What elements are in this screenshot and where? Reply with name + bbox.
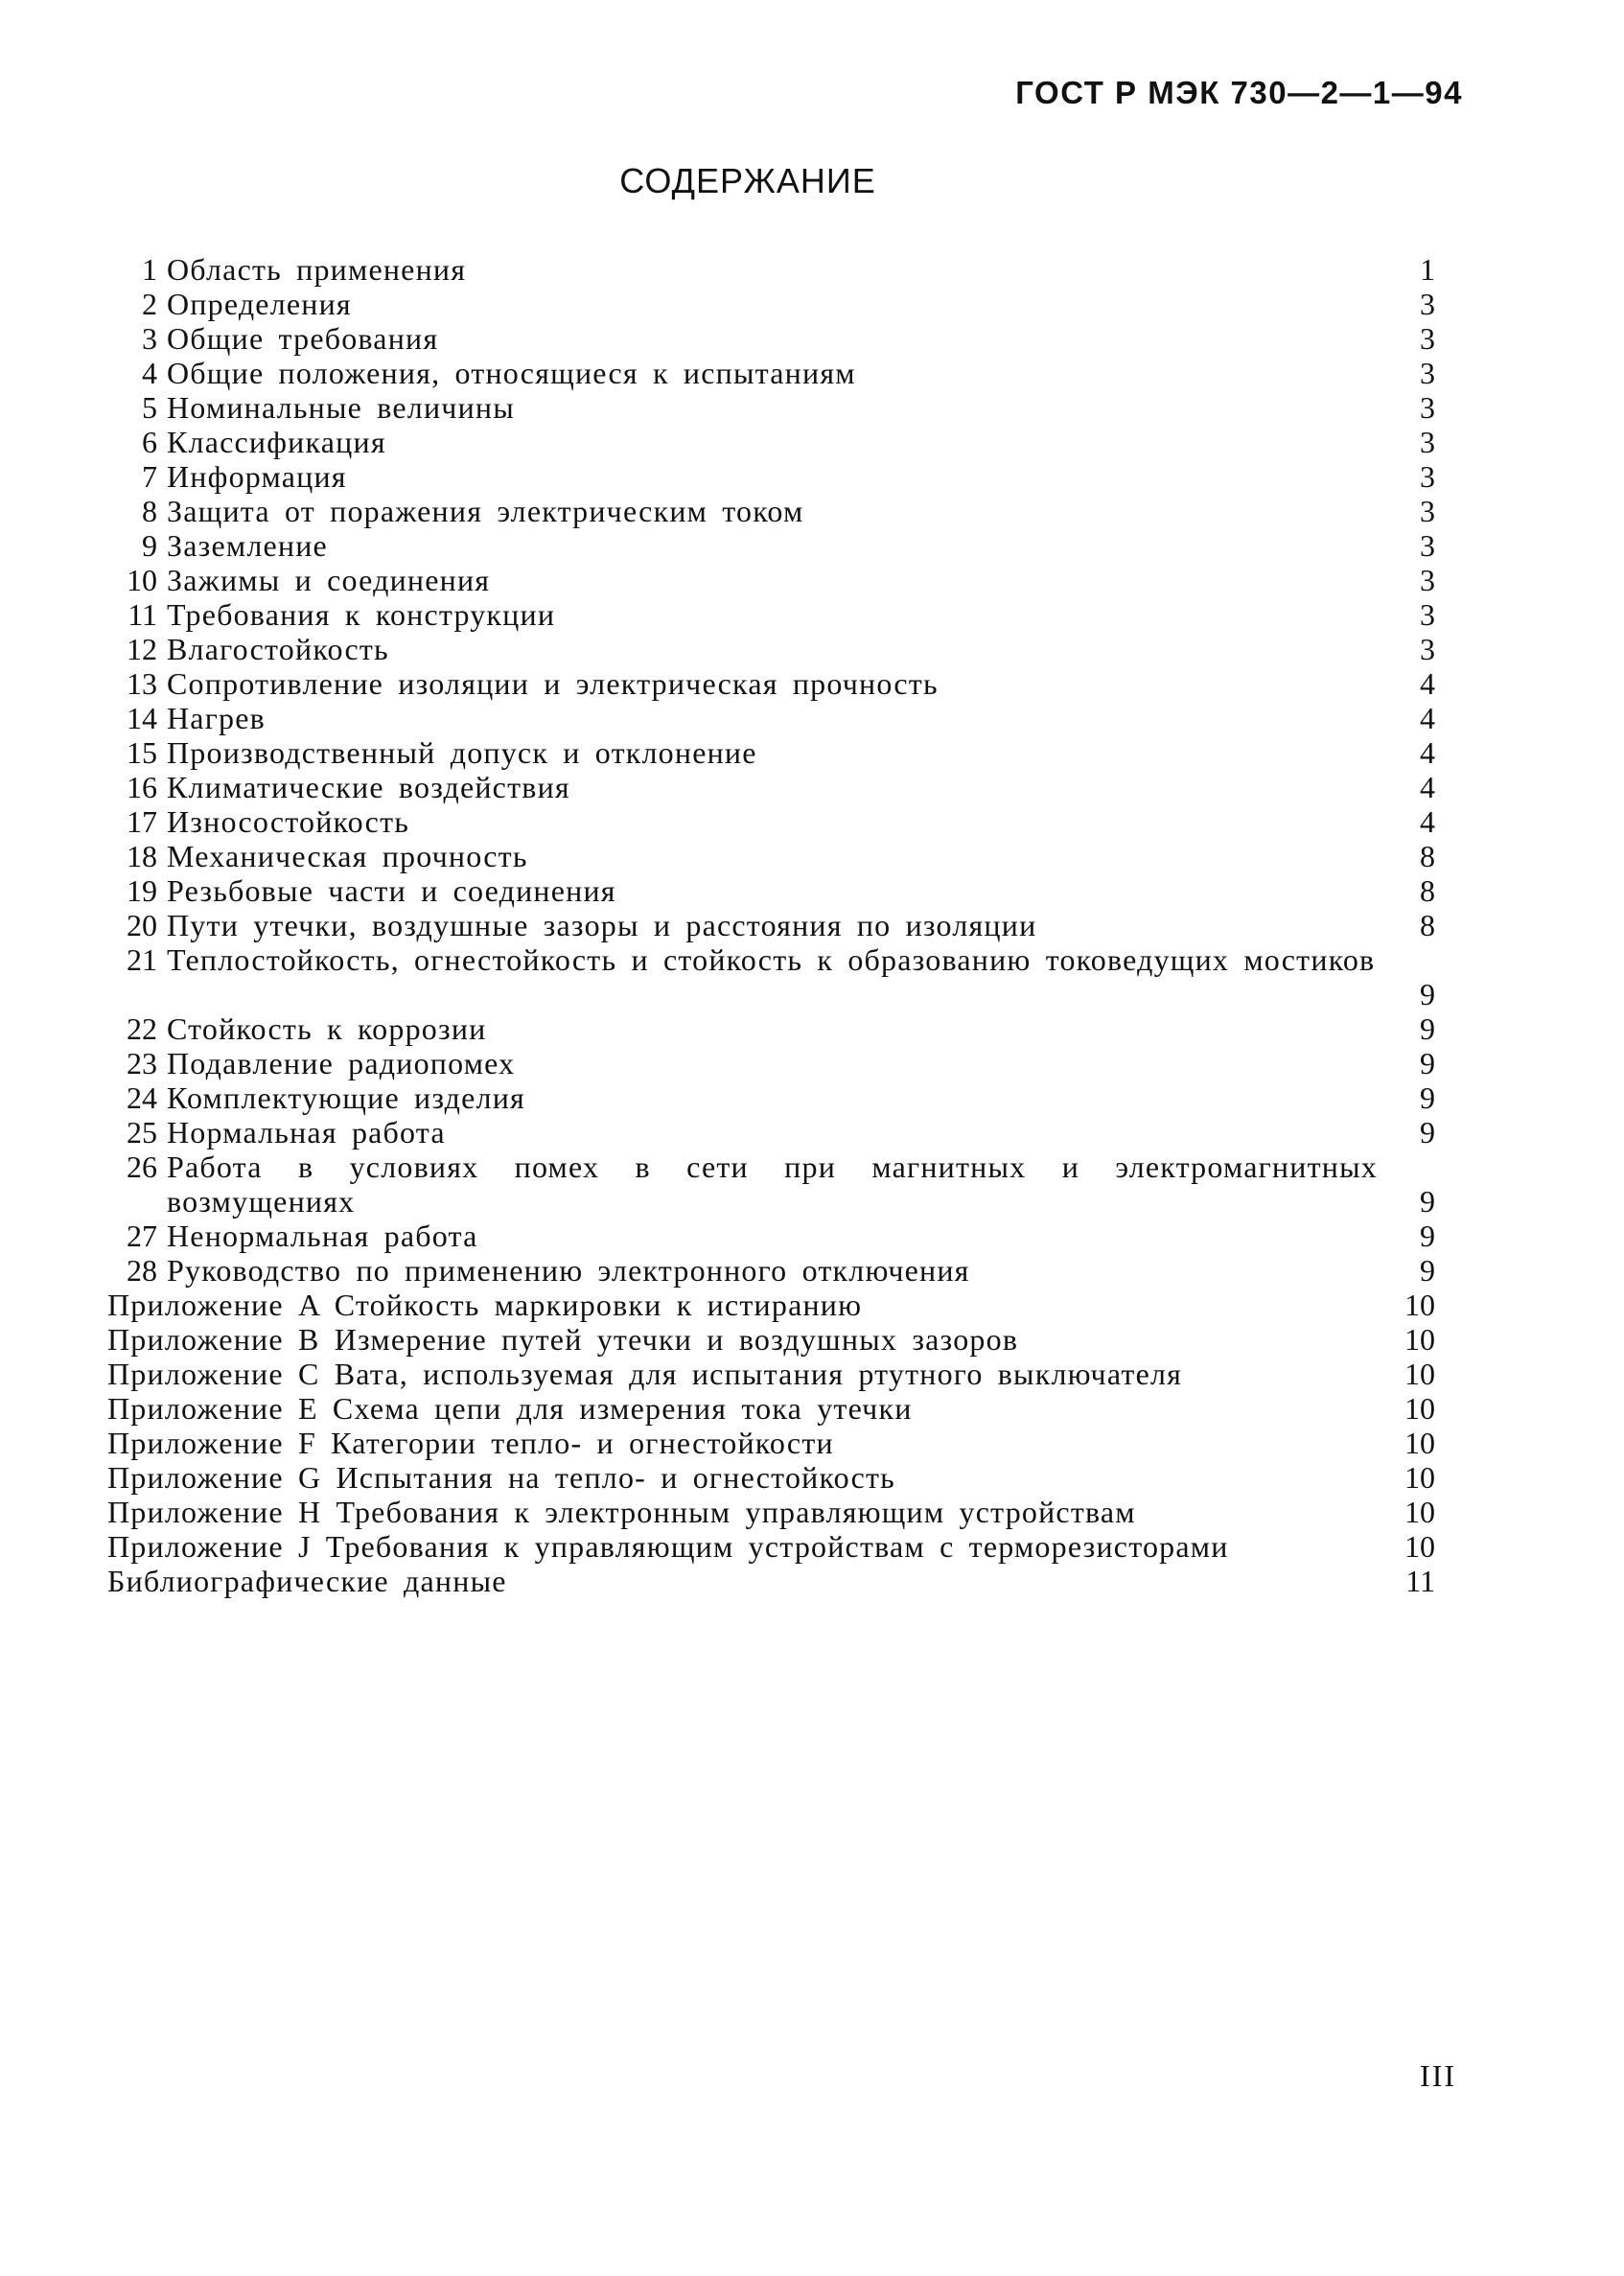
toc-entry-number: 22 bbox=[127, 1011, 157, 1046]
toc-entry-page: 10 bbox=[1404, 1322, 1435, 1357]
toc-entry-number: 20 bbox=[127, 908, 157, 942]
toc-entry-page: 9 bbox=[1420, 1219, 1435, 1253]
page-title: СОДЕРЖАНИЕ bbox=[619, 161, 876, 200]
toc-entry-page: 4 bbox=[1420, 770, 1435, 804]
toc-entry-number: 28 bbox=[127, 1253, 157, 1288]
toc-entry-page: 4 bbox=[1420, 701, 1435, 735]
toc-entry-page: 3 bbox=[1420, 459, 1435, 494]
toc-entry-title: Износостойкость bbox=[167, 804, 410, 839]
toc-entry-title: Приложение C Вата, используемая для испытания ртутного выключателя bbox=[107, 1357, 1183, 1391]
toc-entry-number: 27 bbox=[127, 1219, 157, 1253]
toc-entry-title: Заземление bbox=[167, 528, 328, 563]
toc-entry bbox=[107, 1288, 1435, 1322]
toc-entry bbox=[107, 1115, 1435, 1150]
toc-entry bbox=[107, 1460, 1435, 1495]
toc-entry bbox=[107, 873, 1435, 908]
toc-entry bbox=[107, 425, 1435, 459]
document-code: ГОСТ Р МЭК 730—2—1—94 bbox=[1015, 75, 1463, 110]
toc-entry-number: 1 bbox=[142, 252, 157, 287]
toc-entry-page: 11 bbox=[1405, 1564, 1435, 1598]
toc-entry bbox=[107, 321, 1435, 356]
toc-entry-title: Защита от поражения электрическим током bbox=[167, 494, 804, 528]
toc-entry-title: Механическая прочность bbox=[167, 839, 528, 873]
toc-entry bbox=[107, 1564, 1435, 1598]
toc-entry-title: Номинальные величины bbox=[167, 390, 515, 425]
toc-entry-page: 3 bbox=[1420, 494, 1435, 528]
toc-entry bbox=[107, 908, 1435, 942]
toc-entry-number: 19 bbox=[127, 873, 157, 908]
toc-entry-page: 4 bbox=[1420, 735, 1435, 770]
toc-entry-number: 11 bbox=[128, 597, 157, 632]
toc-entry-page: 3 bbox=[1420, 321, 1435, 356]
toc-entry bbox=[107, 735, 1435, 770]
toc-entry-number: 3 bbox=[142, 321, 157, 356]
table-of-contents bbox=[107, 252, 1435, 1598]
toc-entry bbox=[107, 287, 1435, 321]
toc-entry-title: Область применения bbox=[167, 252, 467, 287]
toc-entry-page: 8 bbox=[1420, 908, 1435, 942]
toc-entry bbox=[107, 1357, 1435, 1391]
toc-entry-number: 24 bbox=[127, 1080, 157, 1115]
toc-entry bbox=[107, 632, 1435, 666]
toc-entry-number: 16 bbox=[127, 770, 157, 804]
toc-entry-number: 17 bbox=[127, 804, 157, 839]
toc-entry-number: 2 bbox=[142, 287, 157, 321]
toc-entry-page: 10 bbox=[1404, 1529, 1435, 1564]
toc-entry-number: 5 bbox=[142, 390, 157, 425]
toc-entry-page: 9 bbox=[1420, 1184, 1435, 1219]
toc-entry bbox=[107, 1046, 1435, 1080]
page-number: III bbox=[1420, 2058, 1456, 2093]
toc-entry-title: Приложение B Измерение путей утечки и воздушных зазоров bbox=[107, 1322, 1019, 1357]
toc-entry-title: Классификация bbox=[167, 425, 386, 459]
toc-entry-title: Библиографические данные bbox=[107, 1564, 507, 1598]
toc-entry-page: 9 bbox=[1420, 1011, 1435, 1046]
toc-entry-page: 9 bbox=[1420, 977, 1435, 1011]
toc-entry-page: 3 bbox=[1420, 287, 1435, 321]
toc-entry bbox=[107, 1150, 1435, 1219]
toc-entry-number: 4 bbox=[142, 356, 157, 390]
toc-entry-title: Ненормальная работа bbox=[167, 1219, 478, 1253]
toc-entry-title: Общие требования bbox=[167, 321, 439, 356]
toc-entry-title: Приложение J Требования к управляющим устройствам с терморезисторами bbox=[107, 1529, 1229, 1564]
toc-entry-page: 9 bbox=[1420, 1046, 1435, 1080]
toc-entry bbox=[107, 1391, 1435, 1426]
toc-entry bbox=[107, 1219, 1435, 1253]
toc-entry-number: 13 bbox=[127, 666, 157, 701]
toc-entry-title: Стойкость к коррозии bbox=[167, 1011, 487, 1046]
toc-entry-title: Приложение F Категории тепло- и огнестойкости bbox=[107, 1426, 834, 1460]
toc-entry-number: 25 bbox=[127, 1115, 157, 1150]
toc-entry-page: 3 bbox=[1420, 528, 1435, 563]
toc-entry-page: 8 bbox=[1420, 839, 1435, 873]
toc-entry-page: 3 bbox=[1420, 632, 1435, 666]
toc-entry bbox=[107, 597, 1435, 632]
toc-entry-title: Комплектующие изделия bbox=[167, 1080, 525, 1115]
toc-entry bbox=[107, 666, 1435, 701]
toc-entry-number: 8 bbox=[142, 494, 157, 528]
toc-entry-page: 3 bbox=[1420, 425, 1435, 459]
toc-entry-page: 3 bbox=[1420, 356, 1435, 390]
toc-entry-title: Приложение A Стойкость маркировки к истиранию bbox=[107, 1288, 863, 1322]
toc-entry-title: Общие положения, относящиеся к испытаниям bbox=[167, 356, 856, 390]
toc-entry-page: 9 bbox=[1420, 1080, 1435, 1115]
toc-entry-page: 4 bbox=[1420, 804, 1435, 839]
toc-entry-page: 10 bbox=[1404, 1495, 1435, 1529]
toc-entry-number: 23 bbox=[127, 1046, 157, 1080]
toc-entry-title: Пути утечки, воздушные зазоры и расстояния по изоляции bbox=[167, 908, 1037, 942]
toc-entry-page: 3 bbox=[1420, 563, 1435, 597]
toc-entry-title: Работа в условиях помех в сети при магнитных и электромагнитных возмущениях bbox=[167, 1150, 1378, 1219]
toc-entry-page: 10 bbox=[1404, 1357, 1435, 1391]
toc-entry-number: 21 bbox=[127, 942, 157, 977]
toc-entry-page: 10 bbox=[1404, 1391, 1435, 1426]
toc-entry bbox=[107, 528, 1435, 563]
toc-entry-title: Определения bbox=[167, 287, 352, 321]
toc-entry-title: Информация bbox=[167, 459, 347, 494]
toc-entry-number: 14 bbox=[127, 701, 157, 735]
toc-entry bbox=[107, 494, 1435, 528]
toc-entry bbox=[107, 563, 1435, 597]
toc-entry-title: Требования к конструкции bbox=[167, 597, 556, 632]
toc-entry-page: 10 bbox=[1404, 1288, 1435, 1322]
toc-entry-title: Зажимы и соединения bbox=[167, 563, 491, 597]
toc-entry bbox=[107, 701, 1435, 735]
toc-entry bbox=[107, 770, 1435, 804]
toc-entry-title: Климатические воздействия bbox=[167, 770, 570, 804]
toc-entry bbox=[107, 1495, 1435, 1529]
toc-entry-page: 3 bbox=[1420, 390, 1435, 425]
toc-entry bbox=[107, 459, 1435, 494]
toc-entry-title: Руководство по применению электронного отключения bbox=[167, 1253, 970, 1288]
toc-entry-page: 3 bbox=[1420, 597, 1435, 632]
toc-entry bbox=[107, 252, 1435, 287]
toc-entry-title: Производственный допуск и отклонение bbox=[167, 735, 757, 770]
toc-entry-page: 4 bbox=[1420, 666, 1435, 701]
toc-entry-page: 9 bbox=[1420, 1115, 1435, 1150]
toc-entry-page: 9 bbox=[1420, 1253, 1435, 1288]
toc-entry-page: 10 bbox=[1404, 1460, 1435, 1495]
toc-entry-title: Нагрев bbox=[167, 701, 266, 735]
toc-entry-number: 7 bbox=[142, 459, 157, 494]
toc-entry-title: Сопротивление изоляции и электрическая прочность bbox=[167, 666, 939, 701]
toc-entry-title: Приложение G Испытания на тепло- и огнестойкость bbox=[107, 1460, 895, 1495]
toc-entry bbox=[107, 1253, 1435, 1288]
toc-entry-number: 26 bbox=[127, 1150, 157, 1184]
toc-entry bbox=[107, 1322, 1435, 1357]
toc-entry-page: 10 bbox=[1404, 1426, 1435, 1460]
toc-entry bbox=[107, 942, 1435, 1011]
toc-entry bbox=[107, 839, 1435, 873]
toc-entry bbox=[107, 1426, 1435, 1460]
toc-entry-page: 8 bbox=[1420, 873, 1435, 908]
toc-entry-page: 1 bbox=[1420, 252, 1435, 287]
toc-entry bbox=[107, 1529, 1435, 1564]
toc-entry bbox=[107, 1080, 1435, 1115]
toc-entry-title: Приложение E Схема цепи для измерения тока утечки bbox=[107, 1391, 913, 1426]
toc-entry-number: 18 bbox=[127, 839, 157, 873]
toc-entry bbox=[107, 804, 1435, 839]
toc-entry bbox=[107, 1011, 1435, 1046]
toc-entry-number: 12 bbox=[127, 632, 157, 666]
toc-entry-title: Нормальная работа bbox=[167, 1115, 446, 1150]
toc-entry-title: Влагостойкость bbox=[167, 632, 389, 666]
toc-entry-title: Резьбовые части и соединения bbox=[167, 873, 616, 908]
toc-entry bbox=[107, 390, 1435, 425]
toc-entry-title: Теплостойкость, огнестойкость и стойкость к образованию токоведущих мостиков bbox=[167, 942, 1376, 977]
toc-entry-number: 15 bbox=[127, 735, 157, 770]
toc-entry-number: 9 bbox=[142, 528, 157, 563]
toc-entry-title: Приложение H Требования к электронным управляющим устройствам bbox=[107, 1495, 1136, 1529]
toc-entry-number: 6 bbox=[142, 425, 157, 459]
toc-entry-number: 10 bbox=[127, 563, 157, 597]
toc-entry bbox=[107, 356, 1435, 390]
toc-entry-title: Подавление радиопомех bbox=[167, 1046, 516, 1080]
